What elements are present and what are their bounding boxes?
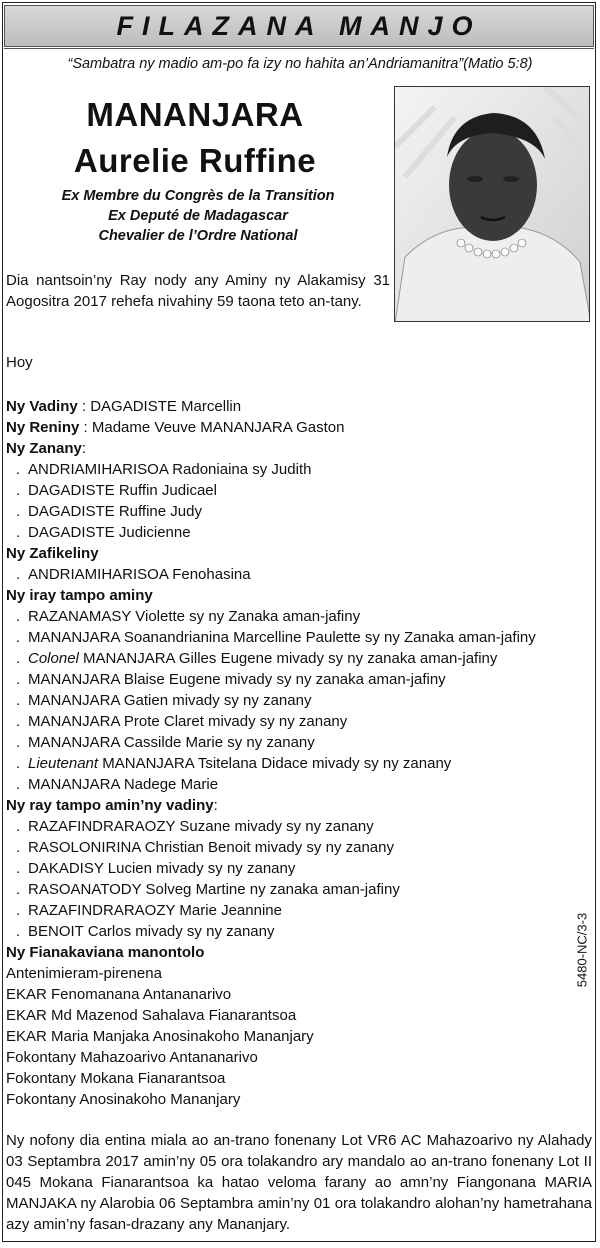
tampo-vadiny-heading: Ny ray tampo amin’ny vadiny: [6, 797, 218, 814]
zanany-heading: Ny Zanany: [6, 440, 87, 457]
bible-quote: “Sambatra ny madio am-po fa izy no hahita an’Andriamanitra”(Matio 5:8) [67, 56, 533, 72]
list-item: . ANDRIAMIHARISOA Fenohasina [16, 566, 251, 583]
list-item: . MANANJARA Soanandrianina Marcelline Paulette sy ny Zanaka aman-jafiny [16, 629, 536, 646]
list-item: . DAGADISTE Ruffine Judy [16, 503, 202, 520]
vadiny-line [6, 396, 576, 417]
list-item: Fokontany Anosinakoho Mananjary [6, 1091, 241, 1108]
portrait-photo [394, 86, 590, 322]
closing-paragraph: Ny nofony dia entina miala ao an-trano fonenany Lot VR6 AC Mahazoarivo ny Alahady 03 Septambra 2017 amin’ny 05 ora tolakandro ary mandalo ao an-trano fonenany Lot II 045 Mokana Fianarantsoa ka hatao veloma farany ao amn’ny Fiangonana MARIA MANJAKA ny Alarobia 06 Septambra amin’ny 01 ora tolakandro alohan’ny hametrahana azy amin’ny fasan-drazany any Mananjary. [6, 1132, 592, 1233]
deceased-surname: MANANJARA [86, 96, 304, 133]
title-line: Ex Deputé de Madagascar [108, 208, 288, 224]
list-item: . MANANJARA Prote Claret mivady sy ny zanany [16, 713, 348, 730]
list-item: . MANANJARA Nadege Marie [16, 776, 219, 793]
list-item: . DAKADISY Lucien mivady sy ny zanany [16, 860, 296, 877]
zafikeliny-heading: Ny Zafikeliny [6, 545, 99, 562]
list-item: . RAZAFINDRARAOZY Suzane mivady sy ny zanany [16, 818, 374, 835]
list-item: EKAR Md Mazenod Sahalava Fianarantsoa [6, 1007, 297, 1024]
list-item: Fokontany Mokana Fianarantsoa [6, 1070, 226, 1087]
list-item: . RAZANAMASY Violette sy ny Zanaka aman-jafiny [16, 608, 361, 625]
banner-rule [4, 48, 594, 49]
intro-paragraph: Dia nantsoin’ny Ray nody any Aminy ny Alakamisy 31 Aogositra 2017 rehefa nivahiny 59 taona teto an-tany. [6, 272, 390, 310]
title-line: Chevalier de l’Ordre National [98, 228, 298, 244]
reference-code: 5480-NC/3-3 [574, 912, 590, 988]
title-line: Ex Membre du Congrès de la Transition [61, 188, 335, 204]
reniny-line [6, 417, 576, 438]
list-item: . MANANJARA Cassilde Marie sy ny zanany [16, 734, 315, 751]
banner-title: FILAZANA MANJO [116, 10, 482, 41]
list-item: EKAR Fenomanana Antananarivo [6, 986, 232, 1003]
list-item: . ANDRIAMIHARISOA Radoniaina sy Judith [16, 461, 312, 478]
list-item: . MANANJARA Blaise Eugene mivady sy ny zanaka aman-jafiny [16, 671, 446, 688]
list-item: Fokontany Mahazoarivo Antananarivo [6, 1049, 258, 1066]
deceased-given-names: Aurelie Ruffine [73, 142, 317, 179]
vadiny-value: : DAGADISTE Marcellin [77, 398, 242, 415]
iray-tampo-heading: Ny iray tampo aminy [6, 587, 153, 604]
list-item: . Colonel MANANJARA Gilles Eugene mivady sy ny zanaka aman-jafiny [16, 650, 498, 667]
list-item: . DAGADISTE Ruffin Judicael [16, 482, 217, 499]
list-item: . BENOIT Carlos mivady sy ny zanany [16, 923, 275, 940]
list-item: Antenimieram-pirenena [6, 965, 162, 982]
list-item: . DAGADISTE Judicienne [16, 524, 191, 541]
family-list [6, 396, 576, 1110]
portrait-icon [395, 87, 590, 322]
hoy-label: Hoy [6, 354, 33, 371]
vadiny-label: Ny Vadiny [6, 398, 78, 415]
banner [4, 5, 594, 47]
list-item: . Lieutenant MANANJARA Tsitelana Didace mivady sy ny zanany [16, 755, 452, 772]
list-item: . RASOANATODY Solveg Martine ny zanaka aman-jafiny [16, 881, 400, 898]
list-item: . MANANJARA Gatien mivady sy ny zanany [16, 692, 312, 709]
list-item: . RASOLONIRINA Christian Benoit mivady sy ny zanany [16, 839, 394, 856]
list-item: . RAZAFINDRARAOZY Marie Jeannine [16, 902, 282, 919]
reniny-label: Ny Reniny [6, 419, 80, 436]
list-item: EKAR Maria Manjaka Anosinakoho Mananjary [6, 1028, 314, 1045]
deceased-titles [30, 186, 366, 246]
reniny-value: : Madame Veuve MANANJARA Gaston [79, 419, 345, 436]
fianakaviana-heading: Ny Fianakaviana manontolo [6, 944, 205, 961]
